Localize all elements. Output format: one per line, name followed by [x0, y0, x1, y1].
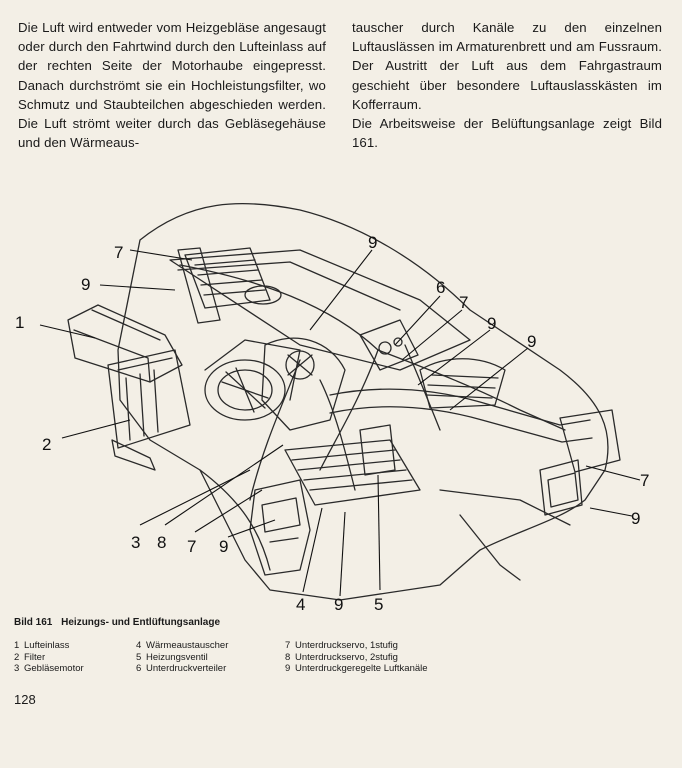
callout-labels: [15, 233, 649, 610]
legend-text: Lufteinlass: [24, 640, 70, 651]
caption-title: Heizungs- und Entlüftungsanlage: [61, 617, 221, 628]
callout-label: 7: [640, 471, 650, 490]
callout-label: 6: [436, 278, 446, 297]
callout-label: 2: [42, 435, 52, 454]
legend-item: [285, 640, 428, 652]
legend-item: [14, 663, 84, 675]
legend-text: Gebläsemotor: [24, 663, 84, 674]
paragraph: Die Arbeitsweise der Belüftungsanlage zeigt Bild 161.: [352, 116, 662, 151]
callout-label: 9: [81, 275, 91, 294]
legend-number: 1: [14, 640, 20, 651]
callout-label: 9: [219, 537, 229, 556]
callout-label: 9: [368, 233, 378, 252]
legend-item: [285, 652, 428, 664]
legend-item: [136, 663, 228, 675]
legend-column: [14, 640, 84, 675]
callout-label: 8: [157, 533, 167, 552]
callout-label: 5: [374, 595, 384, 610]
callout-label: 7: [459, 293, 469, 312]
caption-label: Bild 161: [14, 617, 53, 628]
legend-number: 4: [136, 640, 142, 651]
paragraph: tauscher durch Kanäle zu den einzelnen Luftauslässen im Armaturenbrett und am Fussraum. Der Austritt der Luft aus dem Fahrgastraum geschieht über besondere Luftauslasskästen im Kofferraum.: [352, 20, 662, 112]
figure-heating-system: [0, 170, 682, 610]
legend-item: [285, 663, 428, 675]
callout-label: 9: [334, 595, 344, 610]
legend-text: Unterdruckservo, 2stufig: [295, 651, 398, 663]
body-text-right-column: [352, 18, 662, 152]
figure-caption: [14, 617, 220, 628]
legend-item: [136, 652, 228, 664]
technical-drawing: [68, 204, 620, 600]
legend-number: 6: [136, 663, 142, 674]
legend-text: Wärmeaustauscher: [146, 640, 229, 651]
callout-label: 9: [487, 314, 497, 333]
legend-number: 7: [285, 640, 291, 651]
legend-column: [136, 640, 228, 675]
legend-number: 3: [14, 663, 20, 674]
callout-label: 9: [631, 509, 641, 528]
callout-label: 9: [527, 332, 537, 351]
legend-number: 2: [14, 651, 20, 663]
legend-text: Unterdruckservo, 1stufig: [295, 640, 398, 651]
legend-item: [136, 640, 228, 652]
legend-number: 5: [136, 651, 142, 663]
body-text-left-column: [18, 18, 326, 152]
legend-column: [285, 640, 428, 675]
legend-number: 9: [285, 663, 291, 674]
legend-text: Heizungsventil: [146, 651, 208, 663]
callout-label: 4: [296, 595, 306, 610]
paragraph: Die Luft wird entweder vom Heizgebläse angesaugt oder durch den Fahrtwind durch den Lufteinlass auf der rechten Seite der Motorhaube eingepresst. Danach durchströmt sie ein Hochleistungsfilter, wo Schmutz und Staubteilchen abgeschieden werden. Die Luft strömt weiter durch das Gebläsegehäuse und den Wärmeaus-: [18, 20, 326, 151]
legend-text: Filter: [24, 651, 46, 663]
page-number: 128: [14, 692, 36, 707]
callout-label: 3: [131, 533, 141, 552]
heating-system-drawing: [0, 170, 682, 610]
legend-text: Unterdruckgeregelte Luftkanäle: [295, 663, 428, 674]
callout-label: 1: [15, 313, 25, 332]
legend-item: [14, 640, 84, 652]
legend-item: [14, 652, 84, 664]
callout-label: 7: [187, 537, 197, 556]
legend-text: Unterdruckverteiler: [146, 663, 227, 674]
legend-number: 8: [285, 651, 291, 663]
callout-label: 7: [114, 243, 124, 262]
